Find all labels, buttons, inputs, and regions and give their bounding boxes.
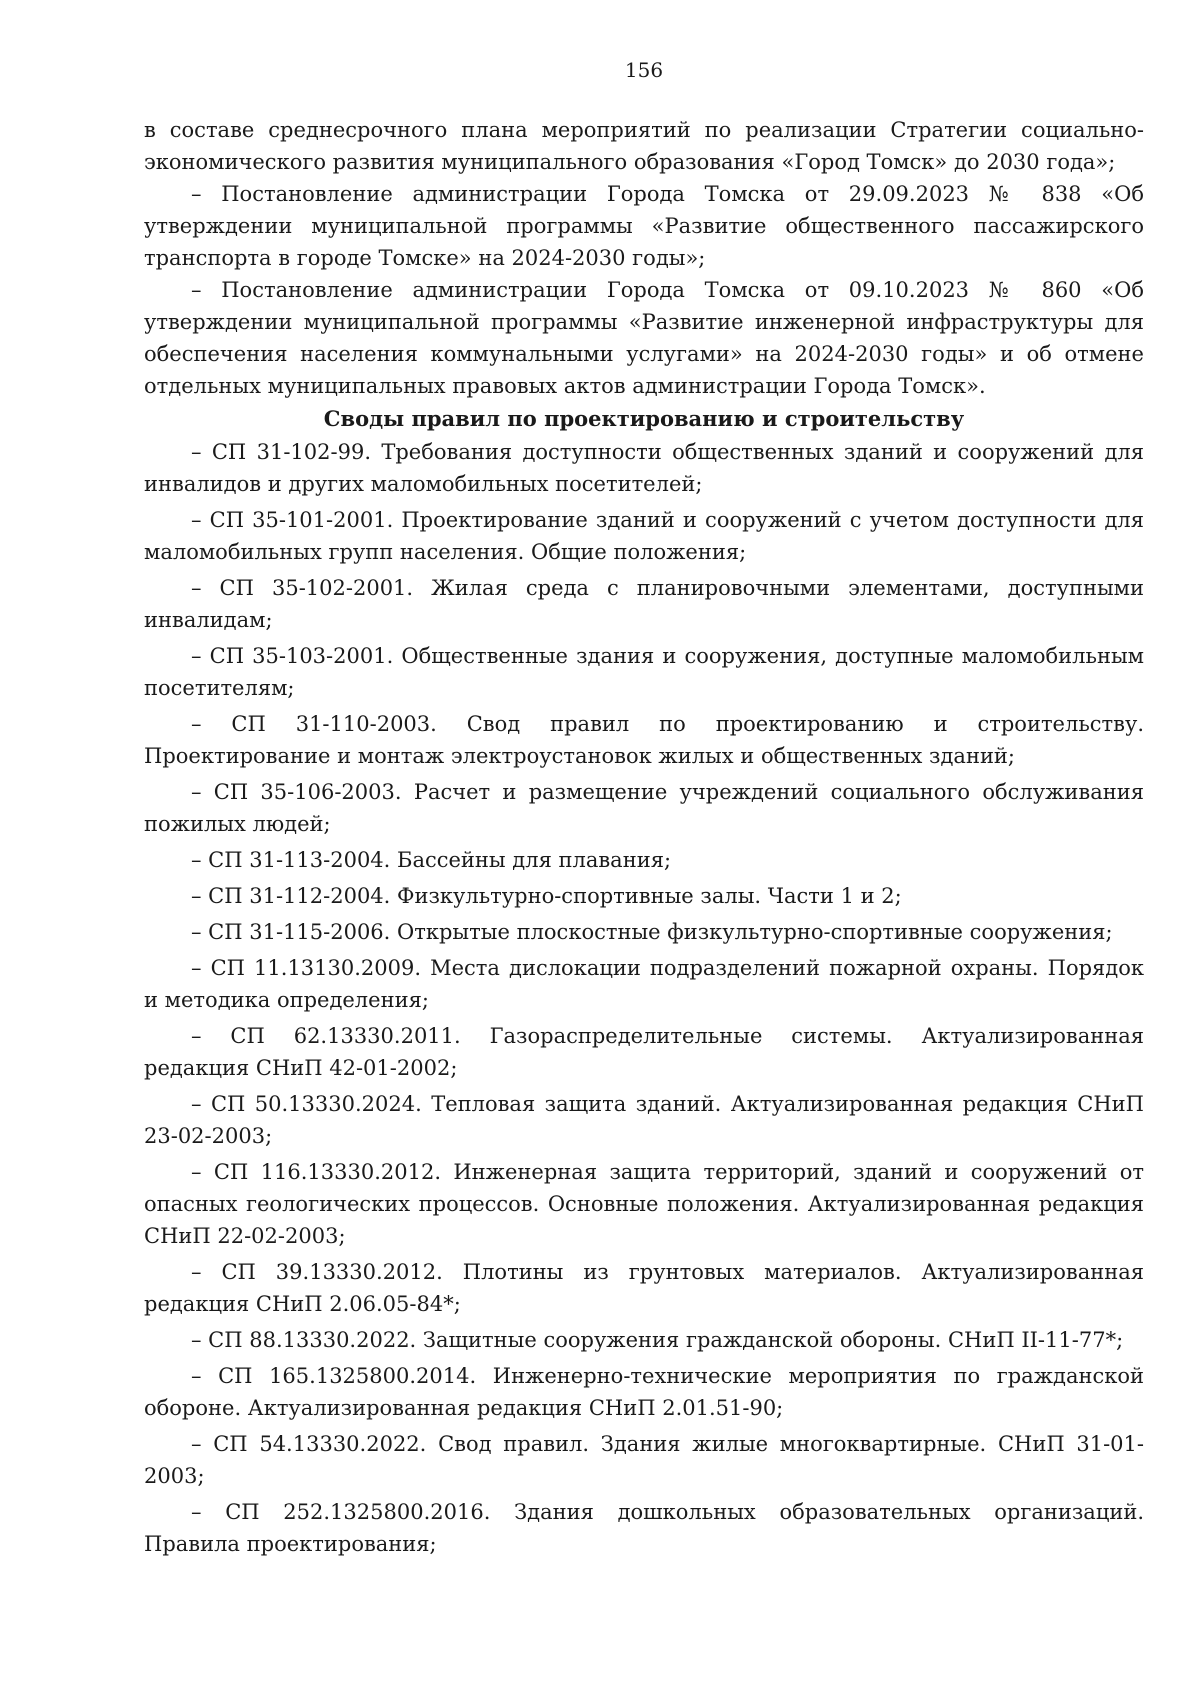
list-item: – СП 31-113-2004. Бассейны для плавания; xyxy=(191,848,672,872)
sp-list xyxy=(144,436,1144,1560)
intro-paragraph: – Постановление администрации Города Томска от 29.09.2023 № 838 «Об утверждении муниципальной программы «Развитие общественного пассажирского транспорта в городе Томске» на 2024-2030 годы»; xyxy=(144,182,1144,270)
list-item: – СП 35-106-2003. Расчет и размещение учреждений социального обслуживания пожилых людей; xyxy=(144,780,1144,836)
list-item: – СП 165.1325800.2014. Инженерно-технические мероприятия по гражданской обороне. Актуализированная редакция СНиП 2.01.51-90; xyxy=(144,1364,1144,1420)
document-body xyxy=(144,114,1144,1563)
list-item: – СП 31-102-99. Требования доступности общественных зданий и сооружений для инвалидов и других маломобильных посетителей; xyxy=(144,440,1144,496)
list-item: – СП 116.13330.2012. Инженерная защита территорий, зданий и сооружений от опасных геологических процессов. Основные положения. Актуализированная редакция СНиП 22-02-2003; xyxy=(144,1160,1144,1248)
list-item: – СП 252.1325800.2016. Здания дошкольных образовательных организаций. Правила проектирования; xyxy=(144,1500,1144,1556)
list-item: – СП 39.13330.2012. Плотины из грунтовых материалов. Актуализированная редакция СНиП 2.06.05-84*; xyxy=(144,1260,1144,1316)
list-item: – СП 31-110-2003. Свод правил по проектированию и строительству. Проектирование и монтаж электроустановок жилых и общественных зданий; xyxy=(144,712,1144,768)
list-item: – СП 35-101-2001. Проектирование зданий и сооружений с учетом доступности для маломобильных групп населения. Общие положения; xyxy=(144,508,1144,564)
intro-paragraph: – Постановление администрации Города Томска от 09.10.2023 № 860 «Об утверждении муниципальной программы «Развитие инженерной инфраструктуры для обеспечения населения коммунальными услугами» на 2024-2030 годы» и об отмене отдельных муниципальных правовых актов администрации Города Томск». xyxy=(144,278,1144,398)
section-heading: Своды правил по проектированию и строительству xyxy=(323,406,965,431)
intro-paragraph: в составе среднесрочного плана мероприятий по реализации Стратегии социально-экономического развития муниципального образования «Город Томск» до 2030 года»; xyxy=(144,118,1144,174)
list-item: – СП 11.13130.2009. Места дислокации подразделений пожарной охраны. Порядок и методика определения; xyxy=(144,956,1144,1012)
list-item: – СП 88.13330.2022. Защитные сооружения гражданской обороны. СНиП II-11-77*; xyxy=(191,1328,1124,1352)
list-item: – СП 31-112-2004. Физкультурно-спортивные залы. Части 1 и 2; xyxy=(191,884,902,908)
list-item: – СП 62.13330.2011. Газораспределительные системы. Актуализированная редакция СНиП 42-01-2002; xyxy=(144,1024,1144,1080)
list-item: – СП 35-102-2001. Жилая среда с планировочными элементами, доступными инвалидам; xyxy=(144,576,1144,632)
list-item: – СП 54.13330.2022. Свод правил. Здания жилые многоквартирные. СНиП 31-01-2003; xyxy=(144,1432,1144,1488)
list-item: – СП 35-103-2001. Общественные здания и сооружения, доступные маломобильным посетителям; xyxy=(144,644,1144,700)
page-number: 156 xyxy=(624,58,664,82)
list-item: – СП 31-115-2006. Открытые плоскостные физкультурно-спортивные сооружения; xyxy=(191,920,1113,944)
list-item: – СП 50.13330.2024. Тепловая защита зданий. Актуализированная редакция СНиП 23-02-2003; xyxy=(144,1092,1144,1148)
